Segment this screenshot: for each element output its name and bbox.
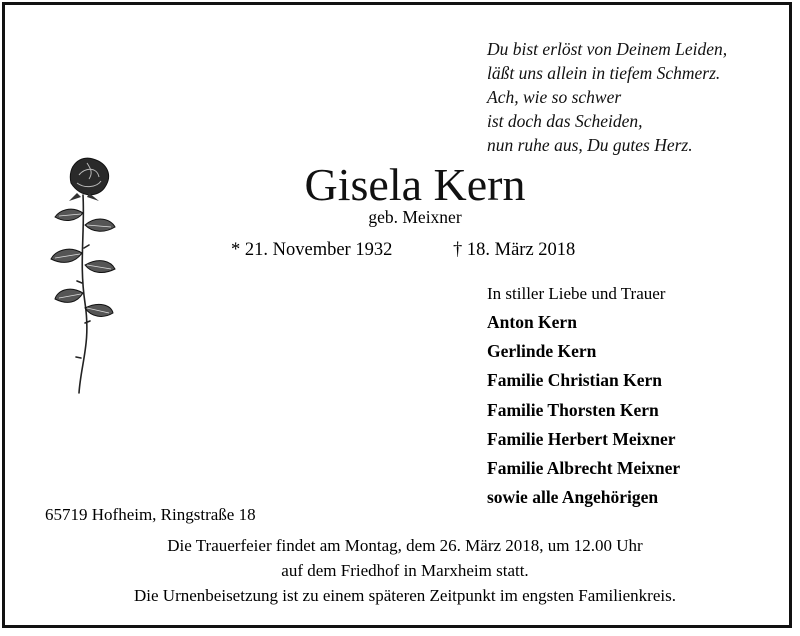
mourner-name: Familie Albrecht Meixner [487, 458, 681, 479]
address: 65719 Hofheim, Ringstraße 18 [45, 505, 256, 524]
deceased-name: Gisela Kern [304, 159, 526, 210]
death-date: † 18. März 2018 [453, 240, 576, 260]
poem-line: ist doch das Scheiden, [487, 111, 643, 131]
poem [487, 37, 787, 157]
mourning-intro: In stiller Liebe und Trauer [487, 284, 666, 303]
mourner-name: Familie Thorsten Kern [487, 399, 659, 420]
birth-date: * 21. November 1932 [231, 240, 393, 260]
mourners-list [487, 308, 787, 512]
life-dates [231, 237, 611, 263]
rose-icon [41, 153, 131, 398]
notice-line: Die Urnenbeisetzung ist zu einem späteren Zeitpunkt im engsten Familienkreis. [134, 586, 676, 605]
mourner-name: Gerlinde Kern [487, 341, 597, 362]
mourner-name: Familie Herbert Meixner [487, 428, 676, 449]
poem-line: Du bist erlöst von Deinem Leiden, [487, 39, 728, 59]
poem-line: läßt uns allein in tiefem Schmerz. [487, 63, 721, 83]
mourner-name: sowie alle Angehörigen [487, 487, 659, 508]
funeral-notice [25, 533, 785, 608]
poem-line: nun ruhe aus, Du gutes Herz. [487, 135, 693, 155]
poem-line: Ach, wie so schwer [487, 87, 622, 107]
notice-line: Die Trauerfeier findet am Montag, dem 26. März 2018, um 12.00 Uhr [167, 536, 643, 555]
mourner-name: Anton Kern [487, 312, 577, 332]
maiden-name: geb. Meixner [368, 207, 462, 227]
mourner-name: Familie Christian Kern [487, 370, 662, 391]
obituary-frame [2, 2, 792, 628]
notice-line: auf dem Friedhof in Marxheim statt. [281, 561, 529, 580]
